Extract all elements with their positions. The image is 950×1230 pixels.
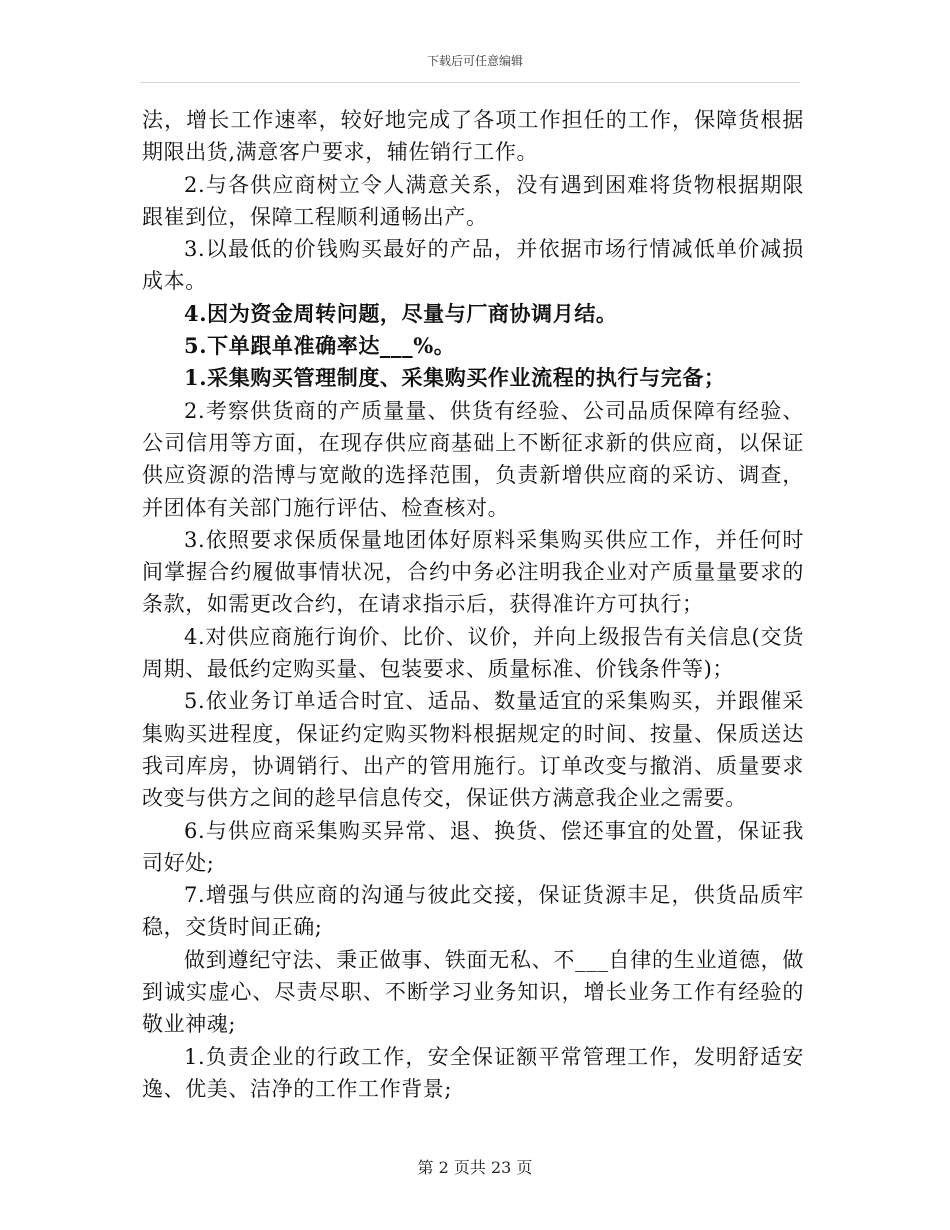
paragraph-12: 7.增强与供应商的沟通与彼此交接，保证货源丰足，供货品质牢稳，交货时间正确;	[142, 883, 804, 940]
paragraph-11: 6.与供应商采集购买异常、退、换货、偿还事宜的处置，保证我司好处;	[142, 818, 804, 875]
paragraph-14: 1.负责企业的行政工作，安全保证额平常管理工作，发明舒适安逸、优美、洁净的工作工作背景;	[142, 1044, 804, 1101]
paragraph-8: 3.依照要求保质保量地团体好原料采集购买供应工作，并任何时间掌握合约履做事情状况，合约中务必注明我企业对产质量量要求的条款，如需更改合约，在请求指示后，获得准许方可执行；	[142, 527, 804, 617]
paragraph-4: 4.因为资金周转问题，尽量与厂商协调月结。	[184, 300, 618, 326]
paragraph-5: 5.下单跟单准确率达___%。	[184, 333, 456, 359]
document-body	[142, 104, 804, 1105]
paragraph-7: 2.考察供货商的产质量量、供货有经验、公司品质保障有经验、公司信用等方面，在现存供应商基础上不断征求新的供应商，以保证供应资源的浩博与宽敞的选择范围，负责新增供应商的采访、调查，并团体有关部门施行评估、检查核对。	[142, 398, 804, 520]
paragraph-1: 法，增长工作速率，较好地完成了各项工作担任的工作，保障货根据期限出货,满意客户要求，辅佐销行工作。	[142, 108, 804, 165]
header-divider	[140, 82, 800, 83]
paragraph-9: 4.对供应商施行询价、比价、议价，并向上级报告有关信息(交货周期、最低约定购买量、包装要求、质量标准、价钱条件等)；	[142, 624, 804, 682]
paragraph-13: 做到遵纪守法、秉正做事、铁面无私、不___自律的生业道德，做到诚实虚心、尽责尽职、不断学习业务知识，增长业务工作有经验的敬业神魂;	[142, 947, 804, 1037]
paragraph-2: 2.与各供应商树立令人满意关系，没有遇到困难将货物根据期限跟崔到位，保障工程顺利通畅出产。	[142, 172, 804, 229]
page-footer: 第 2 页共 23 页	[417, 1158, 533, 1177]
paragraph-3: 3.以最低的价钱购买最好的产品，并依据市场行情减低单价减损成本。	[142, 237, 804, 294]
paragraph-10: 5.依业务订单适合时宜、适品、数量适宜的采集购买，并跟催采集购买进程度，保证约定购买物料根据规定的时间、按量、保质送达我司库房，协调销行、出产的管用施行。订单改变与撤消、质量要求改变与供方之间的趁早信息传交，保证供方满意我企业之需要。	[142, 689, 804, 811]
page-header: 下载后可任意编辑	[426, 54, 523, 68]
paragraph-6: 1.采集购买管理制度、采集购买作业流程的执行与完备；	[184, 365, 726, 391]
